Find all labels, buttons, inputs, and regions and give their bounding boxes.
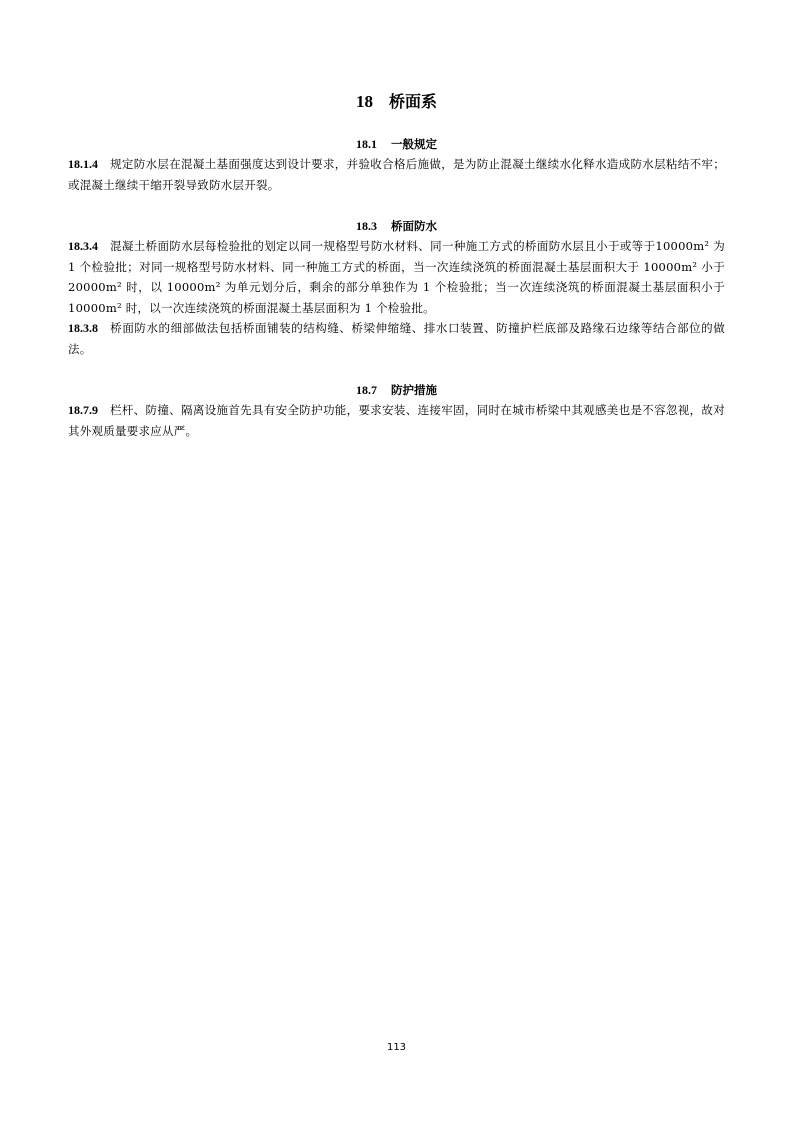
clause-18-1-4: [68, 154, 725, 195]
section-number: 18.3: [356, 219, 377, 233]
clause-text: 栏杆、防撞、隔离设施首先具有安全防护功能，要求安装、连接牢固，同时在城市桥梁中其观感美也是不容忽视，故对其外观质量要求应从严。: [68, 403, 725, 438]
clause-18-3-4: [68, 236, 725, 318]
clause-18-3-8: [68, 318, 725, 359]
section-deck-waterproofing: [68, 216, 725, 359]
section-title: [68, 134, 725, 154]
section-number: 18.7: [356, 383, 377, 397]
chapter-number: 18: [355, 92, 373, 111]
clause-text: 桥面防水的细部做法包括桥面铺装的结构缝、桥梁伸缩缝、排水口装置、防撞护栏底部及路缘石边缘等结合部位的做法。: [68, 321, 725, 356]
clause-number: 18.7.9: [68, 403, 98, 417]
page-number: 113: [386, 1042, 407, 1053]
chapter-name: 桥面系: [388, 92, 437, 111]
clause-number: 18.3.4: [68, 239, 98, 253]
clause-18-7-9: [68, 400, 725, 441]
section-name: 防护措施: [391, 383, 437, 397]
chapter-title: [0, 92, 793, 112]
section-name: 桥面防水: [391, 219, 437, 233]
section-title: [68, 216, 725, 236]
section-name: 一般规定: [391, 137, 437, 151]
section-general-provisions: [68, 134, 725, 195]
clause-text: 规定防水层在混凝土基面强度达到设计要求，并验收合格后施做，是为防止混凝土继续水化释水造成防水层粘结不牢；或混凝土继续干缩开裂导致防水层开裂。: [68, 157, 725, 192]
clause-number: 18.1.4: [68, 157, 98, 171]
section-number: 18.1: [356, 137, 377, 151]
clause-text: 混凝土桥面防水层每检验批的划定以同一规格型号防水材料、同一种施工方式的桥面防水层且小于或等于10000m² 为 1 个检验批；对同一规格型号防水材料、同一种施工方式的桥面，当一次连续浇筑的桥面混凝土基层面积大于 10000m² 小于 20000m² 时，以 10000m² 为单元划分后，剩余的部分单独作为 1 个检验批；当一次连续浇筑的桥面混凝土基层面积小于 10000m² 时，以一次连续浇筑的桥面混凝土基层面积为 1 个检验批。: [68, 239, 725, 315]
clause-number: 18.3.8: [68, 321, 98, 335]
section-protective-measures: [68, 380, 725, 441]
section-title: [68, 380, 725, 400]
